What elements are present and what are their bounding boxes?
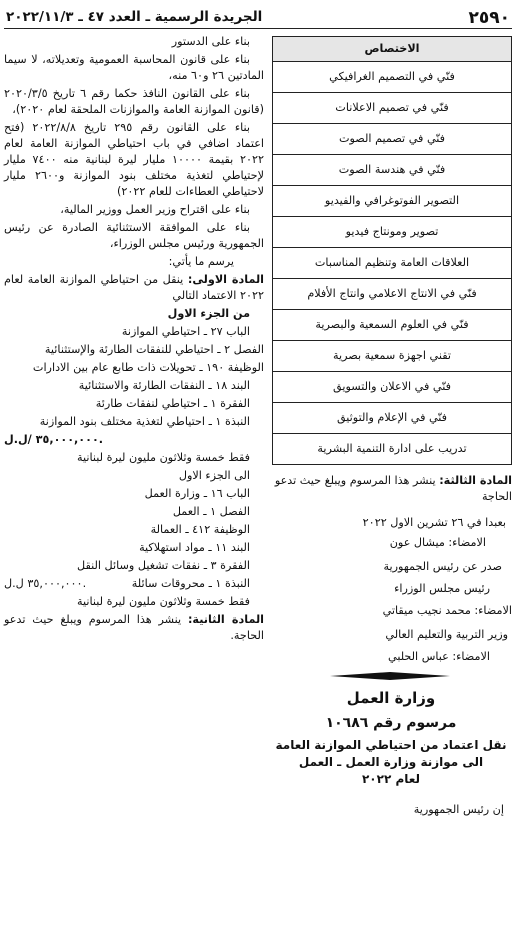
budget-line: البند ١١ ـ مواد استهلاكية (139, 541, 250, 554)
right-column (270, 34, 512, 818)
decree-subject-3: لعام ٢٠٢٢ (361, 772, 421, 786)
table-row: التصوير الفوتوغرافي والفيديو (273, 186, 512, 217)
table-row: فنّي في هندسة الصوت (273, 155, 512, 186)
issued-by: صدر عن رئيس الجمهورية (383, 560, 502, 573)
article-3-text: ينشر هذا المرسوم ويبلغ حيث تدعو الحاجة (274, 474, 512, 503)
table-row: فنّي في الانتاج الاعلامي وانتاج الأفلام (273, 279, 512, 310)
budget-line: الفصل ١ ـ العمل (172, 505, 250, 518)
table-row: تدريب على ادارة التنمية البشرية (273, 434, 512, 465)
amount-words: فقط خمسة وثلاثون مليون ليرة لبنانية (76, 595, 250, 608)
paragraph: بناء على الموافقة الاستثنائية الصادرة عن رئيس الجمهورية ورئيس مجلس الوزراء، (4, 221, 264, 250)
table-row: تصوير ومونتاج فيديو (273, 217, 512, 248)
article-3-label: المادة الثالثة: (439, 474, 512, 487)
article-1 (4, 272, 264, 304)
paragraph: بناء على اقتراح وزير العمل ووزير المالية، (60, 203, 250, 216)
signature-pm: الامضاء: محمد نجيب ميقاتي (382, 604, 512, 617)
dated-line: بعبدا في ٢٦ تشرين الاول ٢٠٢٢ (362, 516, 506, 529)
decree-number: مرسوم رقم ١٠٦٨٦ (325, 715, 457, 731)
table-row: فنّي في الاعلان والتسويق (273, 372, 512, 403)
article-1-label: المادة الاولى: (187, 273, 265, 286)
budget-line: الوظيفة ٤١٢ ـ العمالة (150, 523, 250, 536)
signature-minister: الامضاء: عباس الحلبي (388, 650, 490, 663)
table-row: تقني اجهزة سمعية بصرية (273, 341, 512, 372)
section-divider (270, 671, 512, 681)
journal-title: الجريدة الرسمية ـ العدد ٤٧ ـ ٢٠٢٢/١١/٣ (6, 9, 263, 25)
article-2 (4, 612, 264, 644)
left-column (4, 34, 264, 646)
table-header: الاختصاص (273, 37, 512, 62)
amount-2: ٣٥,٠٠٠,٠٠٠ ل.ل. (4, 577, 87, 590)
budget-line: الباب ٢٧ ـ احتياطي الموازنة (121, 325, 250, 338)
divider-ornament (330, 671, 450, 681)
page-number: ٢٥٩٠ (468, 8, 510, 28)
budget-line (4, 576, 264, 592)
table-row: فنّي في العلوم السمعية والبصرية (273, 310, 512, 341)
budget-line: النبذة ١ ـ احتياطي لتغذية مختلف بنود الموازنة (39, 415, 250, 428)
article-1-text: ينقل من احتياطي الموازنة العامة لعام ٢٠٢٢ الاعتماد التالي (4, 273, 264, 302)
prime-minister: رئيس مجلس الوزراء (394, 582, 490, 595)
budget-line: الفقرة ٣ ـ نفقات تشغيل وسائل النقل (76, 559, 250, 572)
budget-line: البند ١٨ ـ النفقات الطارئة والاستثنائية (78, 379, 250, 392)
amount-words: فقط خمسة وثلاثون مليون ليرة لبنانية (76, 451, 250, 464)
table-row: فنّي في الإعلام والتوثيق (273, 403, 512, 434)
paragraph: بناء على الدستور (171, 35, 250, 48)
decree-subject-1: نقل اعتماد من احتياطي الموازنة العامة (275, 738, 507, 752)
specialties-table (272, 36, 512, 465)
table-row: العلاقات العامة وتنظيم المناسبات (273, 248, 512, 279)
minister-title: وزير التربية والتعليم العالي (385, 628, 508, 641)
article-2-text: ينشر هذا المرسوم ويبلغ حيث تدعو الحاجة. (4, 613, 264, 642)
table-row: فنّي في التصميم الغرافيكي (273, 62, 512, 93)
page-header (4, 6, 512, 29)
decrees-line: يرسم ما يأتي: (168, 255, 234, 268)
table-row: فنّي في تصميم الصوت (273, 124, 512, 155)
amount-1: ٣٥,٠٠٠,٠٠٠ /ل.ل. (4, 433, 104, 446)
budget-line: الفصل ٢ ـ احتياطي للنفقات الطارئة والإستثنائية (44, 343, 264, 356)
paragraph: بناء على القانون رقم ٢٩٥ تاريخ ٢٠٢٢/٨/٨ (فتح اعتماد اضافي في باب احتياطي الموازنة العامة لعام ٢٠٢٢ بقيمة ١٠٠٠٠ مليار ليرة لبنانية منه ٧٤٠٠ مليار لإحتياطي لتغذية مختلف بنود الموازنة و٢٦٠٠ مليار لاحتياطي العطاءات للعام ٢٠٢٢) (4, 121, 264, 198)
budget-line: الفقرة ١ ـ احتياطي لنفقات طارئة (95, 397, 250, 410)
president-line: إن رئيس الجمهورية (413, 803, 504, 816)
signature-president: الامضاء: ميشال عون (389, 536, 486, 549)
table-row: فنّي في تصميم الاعلانات (273, 93, 512, 124)
article-3 (270, 473, 512, 505)
to-part: الى الجزء الاول (178, 469, 250, 482)
budget-line: الباب ١٦ ـ وزارة العمل (144, 487, 250, 500)
paragraph: بناء على القانون النافذ حكما رقم ٦ تاريخ ٢٠٢٠/٣/٥ (قانون الموازنة العامة والموازنات الملحقة لعام ٢٠٢٠)، (4, 87, 264, 116)
from-part: من الجزء الاول (167, 307, 250, 320)
decree-subject-2: الى موازنة وزارة العمل ـ العمل (298, 755, 484, 769)
budget-line: الوظيفة ١٩٠ ـ تحويلات ذات طابع عام بين الادارات (32, 361, 264, 374)
article-2-label: المادة الثانية: (187, 613, 265, 626)
ministry-title: وزارة العمل (346, 689, 436, 707)
paragraph: بناء على قانون المحاسبة العمومية وتعديلاته، لا سيما المادتين ٢٦ و٦٠ منه، (4, 53, 264, 82)
budget-line-text: النبذة ١ ـ محروقات سائلة (131, 577, 250, 590)
